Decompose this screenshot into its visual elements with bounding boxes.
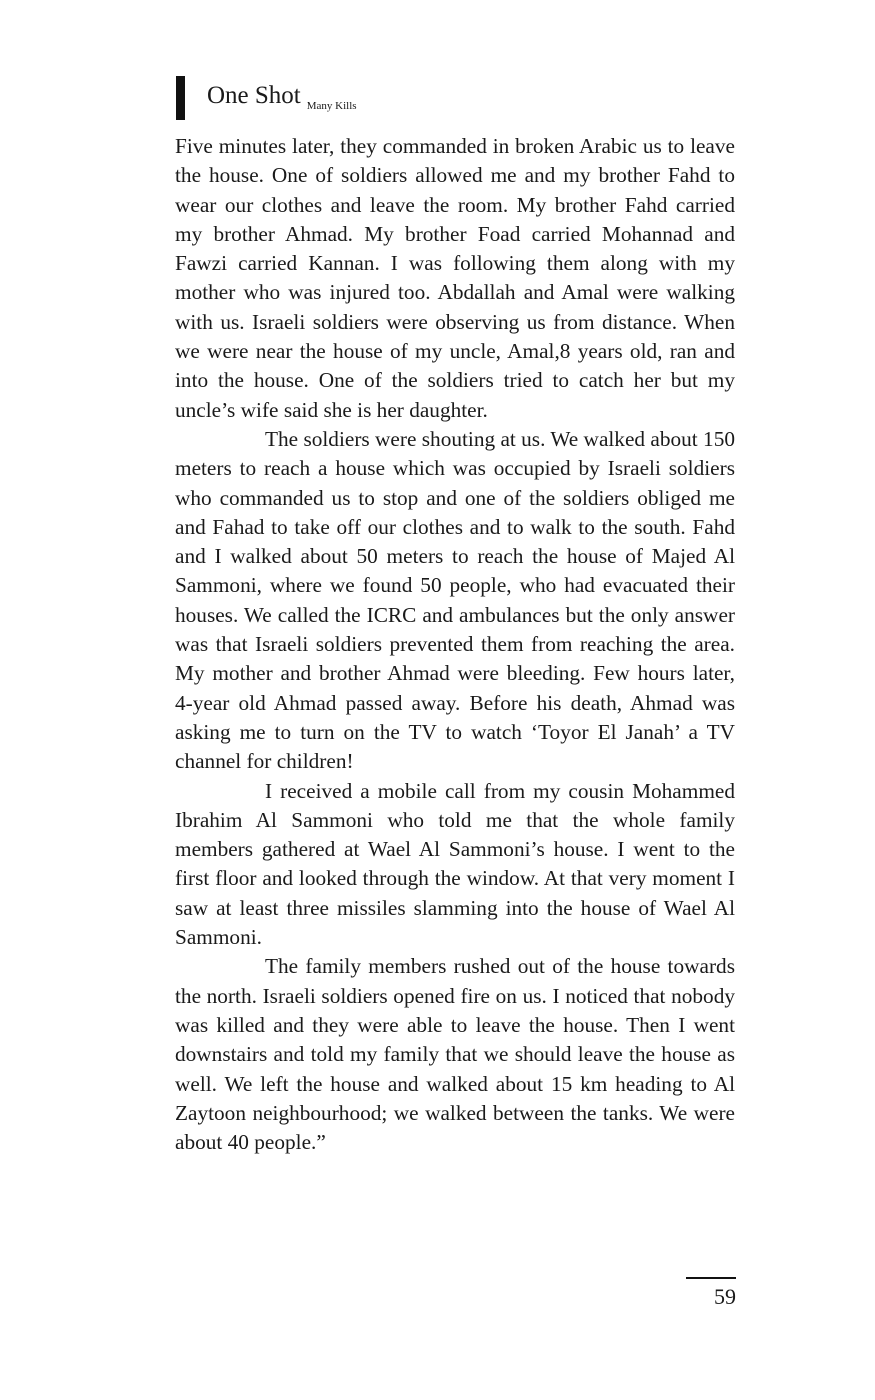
- header-subtitle: Many Kills: [306, 100, 357, 112]
- paragraph-3: I received a mobile call from my cousin Mohammed Ibrahim Al Sammoni who told me that the whole family members gathered at Wael Al Sammoni’s house. I went to the first floor and looked through the window. At that very moment I saw at least three missiles slamming into the house of Wael Al Sammoni.: [175, 778, 735, 950]
- body-text: [175, 132, 735, 1157]
- header-bar: [176, 76, 185, 120]
- paragraph-4: The family members rushed out of the house towards the north. Israeli soldiers opened fire on us. I noticed that nobody was killed and they were able to leave the house. Then I went downstairs and told my family that we should leave the house as well. We left the house and walked about 15 km heading to Al Zaytoon neighbourhood; we walked between the tanks. We were about 40 people.”: [175, 954, 735, 1155]
- running-header: [176, 76, 357, 120]
- paragraph-1: Five minutes later, they commanded in broken Arabic us to leave the house. One of soldiers allowed me and my brother Fahd to wear our clothes and leave the room. My brother Fahd carried my brother Ahmad. My brother Foad carried Mohannad and Fawzi carried Kannan. I was following them along with my mother who was injured too. Abdallah and Amal were walking with us. Israeli soldiers were observing us from distance. When we were near the house of my uncle, Amal,8 years old, ran and into the house. One of the soldiers tried to catch her but my uncle’s wife said she is her daughter.: [175, 134, 735, 422]
- page-number-rule: [686, 1277, 736, 1279]
- page-number: 59: [714, 1284, 736, 1309]
- header-title: One Shot: [207, 82, 301, 109]
- paragraph-2: The soldiers were shouting at us. We walked about 150 meters to reach a house which was occupied by Israeli soldiers who commanded us to stop and one of the soldiers obliged me and Fahad to take off our clothes and to walk to the south. Fahd and I walked about 50 meters to reach the house of Majed Al Sammoni, where we found 50 people, who had evacuated their houses. We called the ICRC and ambulances but the only answer was that Israeli soldiers prevented them from reaching the area. My mother and brother Ahmad were bleeding. Few hours later, 4-year old Ahmad passed away. Before his death, Ahmad was asking me to turn on the TV to watch ‘Toyor El Janah’ a TV channel for children!: [175, 426, 735, 774]
